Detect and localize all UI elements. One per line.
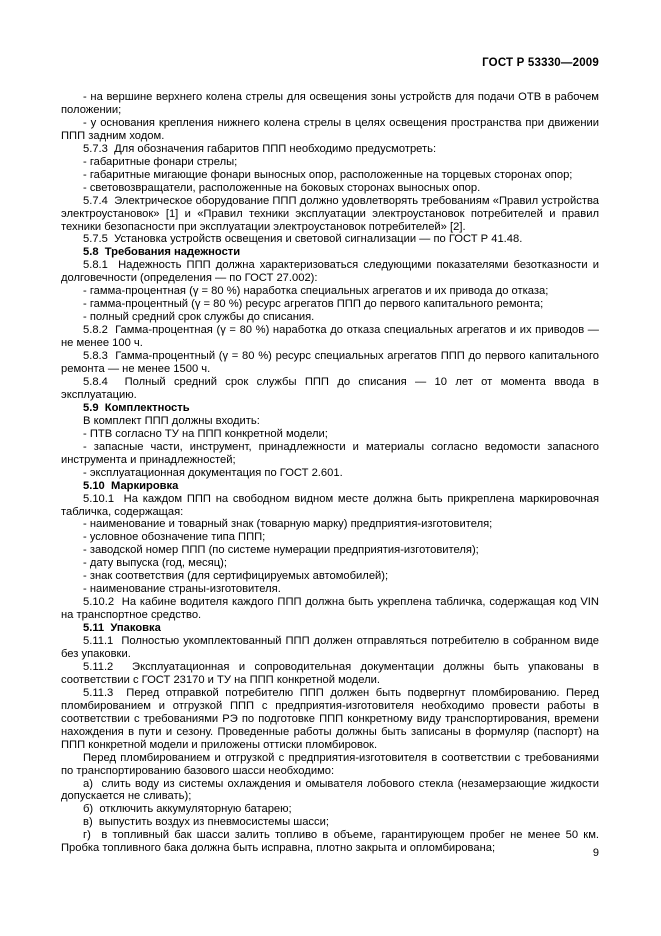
page-number: 9 bbox=[592, 847, 599, 859]
paragraph: 5.10.2 На кабине водителя каждого ППП должна быть укреплена табличка, содержащая код VIN на транспортное средство. bbox=[61, 596, 599, 622]
paragraph: - ПТВ согласно ТУ на ППП конкретной модели; bbox=[83, 427, 328, 440]
paragraph: 5.10.1 На каждом ППП на свободном видном месте должна быть прикреплена маркировочная табличка, содержащая: bbox=[61, 492, 599, 518]
paragraph: - эксплуатационная документация по ГОСТ 2.601. bbox=[83, 466, 343, 479]
document-header-standard-number: ГОСТ Р 53330—2009 bbox=[482, 57, 599, 69]
paragraph: В комплект ППП должны входить: bbox=[83, 414, 260, 427]
paragraph: - у основания крепления нижнего колена стрелы в целях освещения пространства при движении ППП задним ходом. bbox=[61, 116, 599, 142]
section-heading: 5.8 Требования надежности bbox=[83, 246, 241, 259]
paragraph: 5.8.2 Гамма-процентная (γ = 80 %) наработка до отказа специальных агрегатов и их приводов — не менее 100 ч. bbox=[61, 324, 599, 350]
paragraph: 5.7.5 Установка устройств освещения и световой сигнализации — по ГОСТ Р 41.48. bbox=[83, 233, 523, 246]
paragraph: - световозвращатели, расположенные на боковых сторонах выносных опор. bbox=[83, 181, 481, 194]
paragraph: - полный средний срок службы до списания. bbox=[83, 311, 315, 324]
paragraph: - условное обозначение типа ППП; bbox=[83, 531, 266, 544]
section-heading: 5.10 Маркировка bbox=[83, 479, 179, 492]
paragraph: - дату выпуска (год, месяц); bbox=[83, 557, 227, 570]
paragraph: 5.8.3 Гамма-процентный (γ = 80 %) ресурс специальных агрегатов ППП до первого капитального ремонта — не менее 1500 ч. bbox=[61, 350, 599, 376]
paragraph: 5.7.3 Для обозначения габаритов ППП необходимо предусмотреть: bbox=[83, 142, 437, 155]
paragraph: б) отключить аккумуляторную батарею; bbox=[83, 803, 292, 816]
section-heading: 5.9 Комплектность bbox=[83, 401, 190, 414]
paragraph: - знак соответствия (для сертифицируемых автомобилей); bbox=[83, 570, 389, 583]
paragraph: 5.8.4 Полный средний срок службы ППП до списания — 10 лет от момента ввода в эксплуатацию. bbox=[61, 375, 599, 401]
paragraph: 5.11.2 Эксплуатационная и сопроводительная документации должны быть упакованы в соответствии с ГОСТ 23170 и ТУ на ППП конкретной модели. bbox=[61, 660, 599, 686]
paragraph: 5.11.3 Перед отправкой потребителю ППП должен быть подвергнут пломбированию. Перед пломбированием и отгрузкой ППП с предприятия-изготовителя необходимо провести работы в соответствии с требованиями РЭ по подготовке ППП конкретному виду транспортирования, времени нахождения в пути и сезону. Проведенные работы должны быть записаны в формуляр (паспорт) на ППП конкретной модели и приложены оттиски пломбировок. bbox=[61, 686, 599, 751]
paragraph: - гамма-процентная (γ = 80 %) наработка специальных агрегатов и их привода до отказа; bbox=[83, 285, 549, 298]
paragraph: а) слить воду из системы охлаждения и омывателя лобового стекла (незамерзающие жидкости допускается не сливать); bbox=[61, 777, 599, 803]
paragraph: в) выпустить воздух из пневмосистемы шасси; bbox=[83, 816, 329, 829]
section-heading: 5.11 Упаковка bbox=[83, 622, 161, 635]
paragraph: 5.11.1 Полностью укомплектованный ППП должен отправляться потребителю в собранном виде без упаковки. bbox=[61, 635, 599, 660]
paragraph: - наименование страны-изготовителя. bbox=[83, 583, 281, 596]
paragraph: - заводской номер ППП (по системе нумерации предприятия-изготовителя); bbox=[83, 544, 479, 557]
document-body bbox=[61, 91, 599, 855]
paragraph: г) в топливный бак шасси залить топливо в объеме, гарантирующем пробег не менее 50 км. Пробка топливного бака должна быть исправна, плотно закрыта и опломбирована; bbox=[61, 829, 599, 855]
paragraph: - на вершине верхнего колена стрелы для освещения зоны устройств для подачи ОТВ в рабочем положении; bbox=[61, 91, 599, 116]
paragraph: 5.7.4 Электрическое оборудование ППП должно удовлетворять требованиям «Правил устройства электроустановок» [1] и «Правил техники эксплуатации электроустановок потребителей и правил техники безопасности при эксплуатации электроустановок потребителей» [2]. bbox=[61, 194, 599, 233]
paragraph: Перед пломбированием и отгрузкой с предприятия-изготовителя в соответствии с требованиями по транспортированию базового шасси необходимо: bbox=[61, 751, 599, 777]
paragraph: - габаритные мигающие фонари выносных опор, расположенные на торцевых сторонах опор; bbox=[83, 168, 573, 181]
paragraph: - гамма-процентный (γ = 80 %) ресурс агрегатов ППП до первого капитального ремонта; bbox=[83, 298, 544, 311]
paragraph: 5.8.1 Надежность ППП должна характеризоваться следующими показателями безотказности и долговечности (определения — по ГОСТ 27.002): bbox=[61, 259, 599, 285]
paragraph: - наименование и товарный знак (товарную марку) предприятия-изготовителя; bbox=[83, 518, 493, 531]
paragraph: - запасные части, инструмент, принадлежности и материалы согласно ведомости запасного инструмента и принадлежностей; bbox=[61, 440, 599, 466]
paragraph: - габаритные фонари стрелы; bbox=[83, 155, 238, 168]
